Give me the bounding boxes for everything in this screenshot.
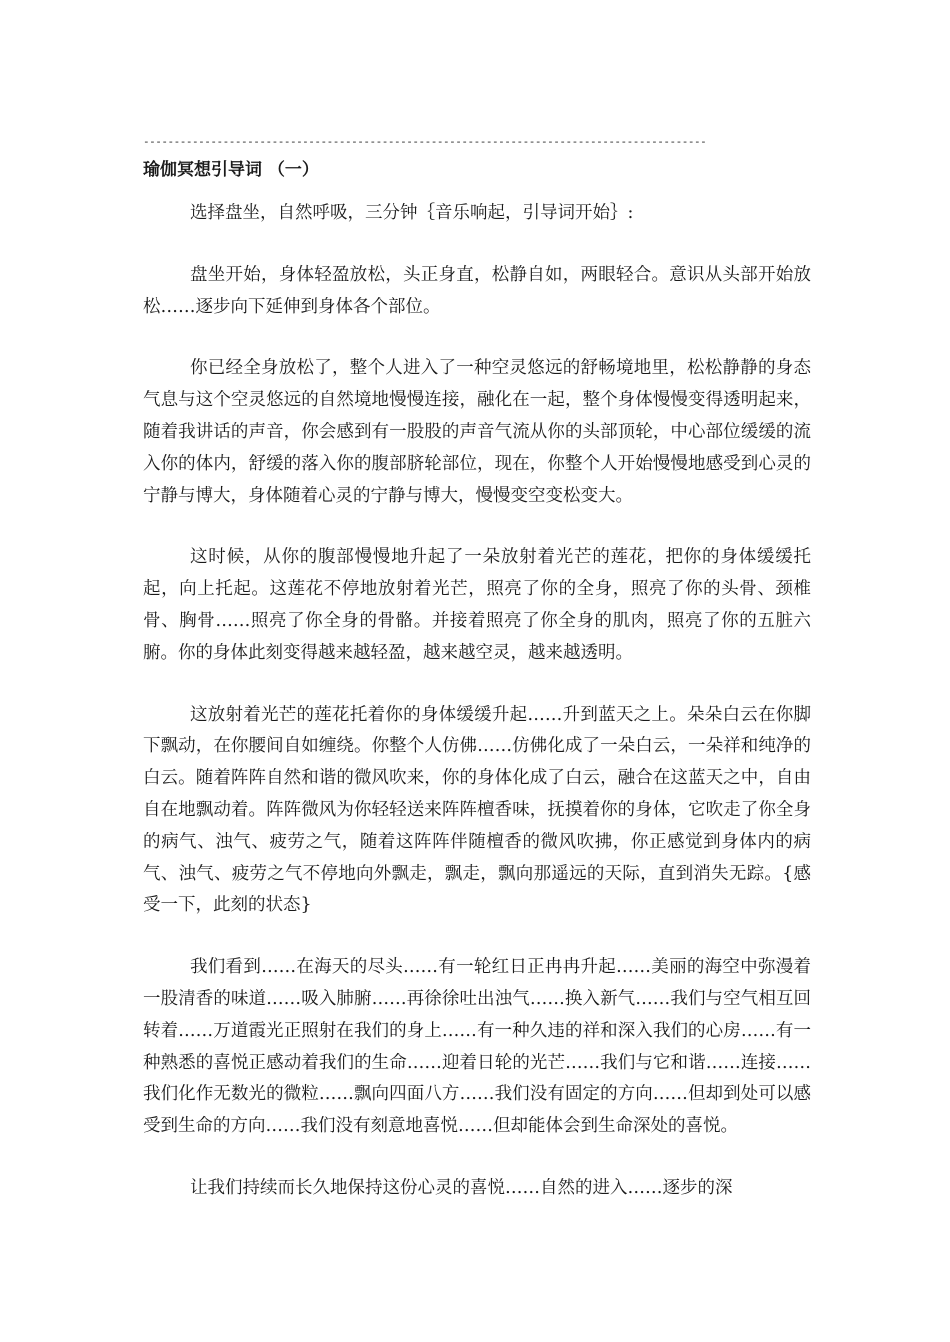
paragraph: 你已经全身放松了，整个人进入了一种空灵悠远的舒畅境地里，松松静静的身态气息与这个空灵悠远的自然境地慢慢连接，融化在一起，整个身体慢慢变得透明起来，随着我讲话的声音，你会感到有一股股的声音气流从你的头部顶轮，中心部位缓缓的流入你的体内，舒缓的落入你的腹部脐轮部位，现在，你整个人开始慢慢地感受到心灵的宁静与博大，身体随着心灵的宁静与博大，慢慢变空变松变大。 [143, 358, 811, 506]
document-title: 瑜伽冥想引导词 （一） [143, 160, 319, 180]
paragraph: 这时候，从你的腹部慢慢地升起了一朵放射着光芒的莲花，把你的身体缓缓托起，向上托起。这莲花不停地放射着光芒，照亮了你的全身，照亮了你的头骨、颈椎骨、胸骨……照亮了你全身的骨骼。并接着照亮了你全身的肌肉，照亮了你的五脏六腑。你的身体此刻变得越来越轻盈，越来越空灵，越来越透明。 [143, 547, 811, 663]
spacer [143, 182, 811, 198]
paragraph-intro: 选择盘坐，自然呼吸，三分钟｛音乐响起，引导词开始｝: [190, 203, 634, 223]
paragraph-last: 让我们持续而长久地保持这份心灵的喜悦……自然的进入……逐步的深 [190, 1177, 733, 1198]
document-page [143, 132, 811, 1205]
spacer [143, 922, 811, 952]
spacer [143, 230, 811, 260]
paragraph: 我们看到……在海天的尽头……有一轮红日正冉冉升起……美丽的海空中弥漫着一股清香的味道……吸入肺腑……再徐徐吐出浊气……换入新气……我们与空气相互回转着……万道霞光正照射在我们的身上……有一种久违的祥和深入我们的心房……有一种熟悉的喜悦正感动着我们的生命……迎着日轮的光芒……我们与它和谐……连接……我们化作无数光的微粒……飘向四面八方……我们没有固定的方向……但却到处可以感受到生命的方向……我们没有刻意地喜悦……但却能体会到生命深处的喜悦。 [143, 957, 811, 1137]
paragraph: 这放射着光芒的莲花托着你的身体缓缓升起……升到蓝天之上。朵朵白云在你脚下飘动，在你腰间自如缠绕。你整个人仿佛……仿佛化成了一朵白云，一朵祥和纯净的白云。随着阵阵自然和谐的微风吹来，你的身体化成了白云，融合在这蓝天之中，自由自在地飘动着。阵阵微风为你轻轻送来阵阵檀香味，抚摸着你的身体，它吹走了你全身的病气、浊气、疲劳之气，随着这阵阵伴随檀香的微风吹拂，你正感觉到身体内的病气、浊气、疲劳之气不停地向外飘走，飘走，飘向那遥远的天际，直到消失无踪。{感受一下，此刻的状态} [143, 704, 811, 916]
spacer [143, 323, 811, 353]
spacer [143, 512, 811, 542]
separator-line: -------------------------------------------------------------------------------------------- [143, 135, 707, 148]
paragraph: 盘坐开始，身体轻盈放松，头正身直，松静自如，两眼轻合。意识从头部开始放松……逐步向下延伸到身体各个部位。 [143, 264, 811, 317]
spacer [143, 670, 811, 700]
spacer [143, 1143, 811, 1173]
